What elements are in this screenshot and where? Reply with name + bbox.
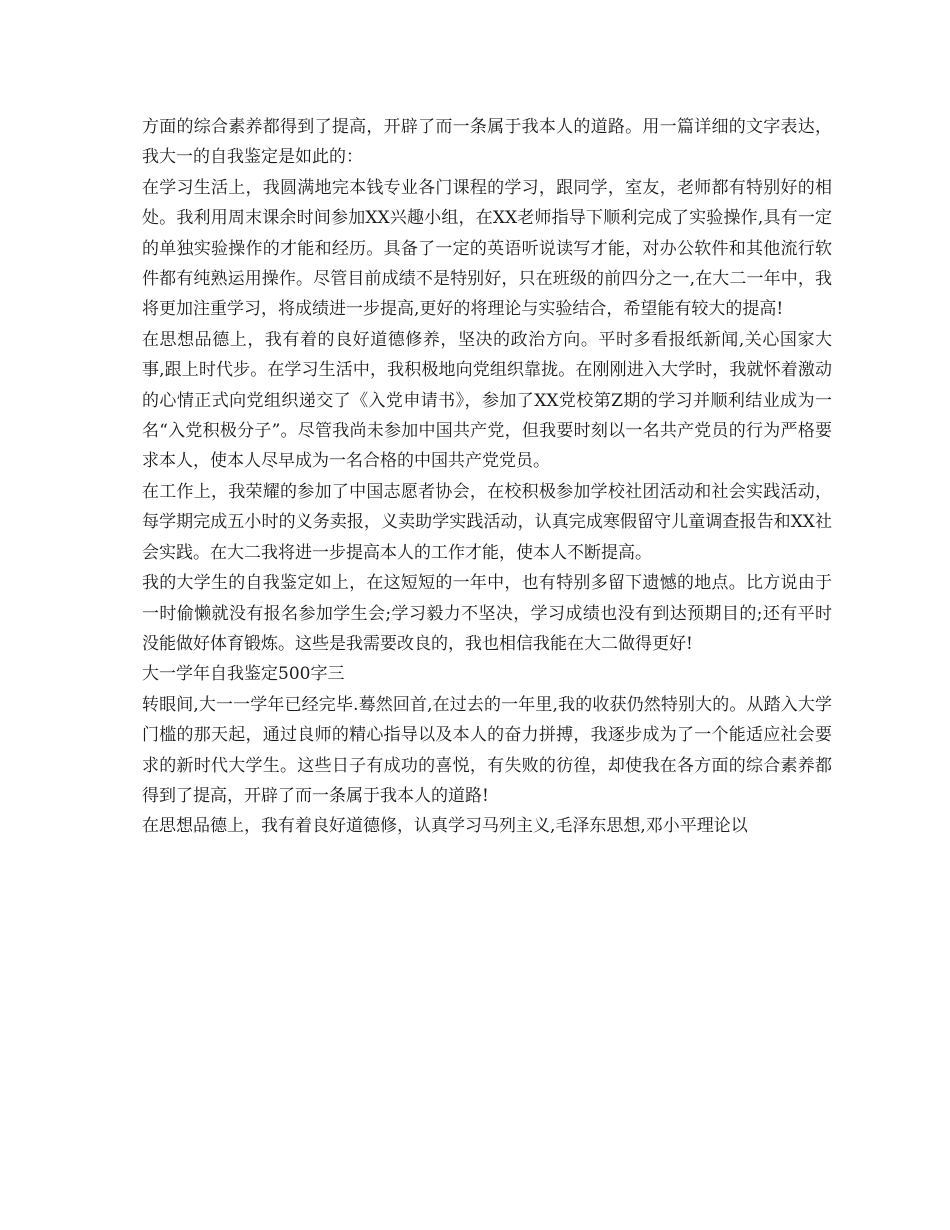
paragraph-moral-character-2: 在思想品德上，我有着良好道德修，认真学习马列主义,毛泽东思想,邓小平理论以	[142, 816, 748, 837]
section-heading: 大一学年自我鉴定500字三	[142, 664, 345, 685]
document-body	[142, 112, 832, 842]
paragraph-study-life: 在学习生活上，我圆满地完本钱专业各门课程的学习，跟同学，室友，老师都有特别好的相处。我利用周末课余时间参加XX兴趣小组，在XX老师指导下顺利完成了实验操作,具有一定的单独实验操作的才能和经历。具备了一定的英语听说读写才能，对办公软件和其他流行软件都有纯熟运用操作。尽管目前成绩不是特别好，只在班级的前四分之一,在大二一年中，我将更加注重学习，将成绩进一步提高,更好的将理论与实验结合，希望能有较大的提高!	[142, 177, 832, 320]
paragraph-summary: 我的大学生的自我鉴定如上，在这短短的一年中，也有特别多留下遗憾的地点。比方说由于一时偷懒就没有报名参加学生会;学习毅力不坚决，学习成绩也没有到达预期目的;还有平时没能做好体育锻炼。这些是我需要改良的，我也相信我能在大二做得更好!	[142, 573, 832, 654]
paragraph-year-review: 转眼间,大一一学年已经完毕.蓦然回首,在过去的一年里,我的收获仍然特别大的。从踏入大学门槛的那天起，通过良师的精心指导以及本人的奋力拼搏，我逐步成为了一个能适应社会要求的新时代大学生。这些日子有成功的喜悦，有失败的彷徨，却使我在各方面的综合素养都得到了提高，开辟了而一条属于我本人的道路!	[142, 694, 832, 806]
paragraph-work: 在工作上，我荣耀的参加了中国志愿者协会，在校积极参加学校社团活动和社会实践活动，每学期完成五小时的义务卖报，义卖助学实践活动，认真完成寒假留守儿童调查报告和XX社会实践。在大二我将进一步提高本人的工作才能，使本人不断提高。	[142, 481, 832, 563]
paragraph-moral-character: 在思想品德上，我有着的良好道德修养，坚决的政治方向。平时多看报纸新闻,关心国家大事,跟上时代步。在学习生活中，我积极地向党组织靠拢。在刚刚进入大学时，我就怀着激动的心情正式向党组织递交了《入党申请书》，参加了XX党校第Z期的学习并顺利结业成为一名“入党积极分子”。尽管我尚未参加中国共产党，但我要时刻以一名共产党员的行为严格要求本人，使本人尽早成为一名合格的中国共产党党员。	[142, 329, 832, 472]
paragraph-intro-continuation: 方面的综合素养都得到了提高，开辟了而一条属于我本人的道路。用一篇详细的文字表达，我大一的自我鉴定是如此的：	[142, 117, 832, 168]
